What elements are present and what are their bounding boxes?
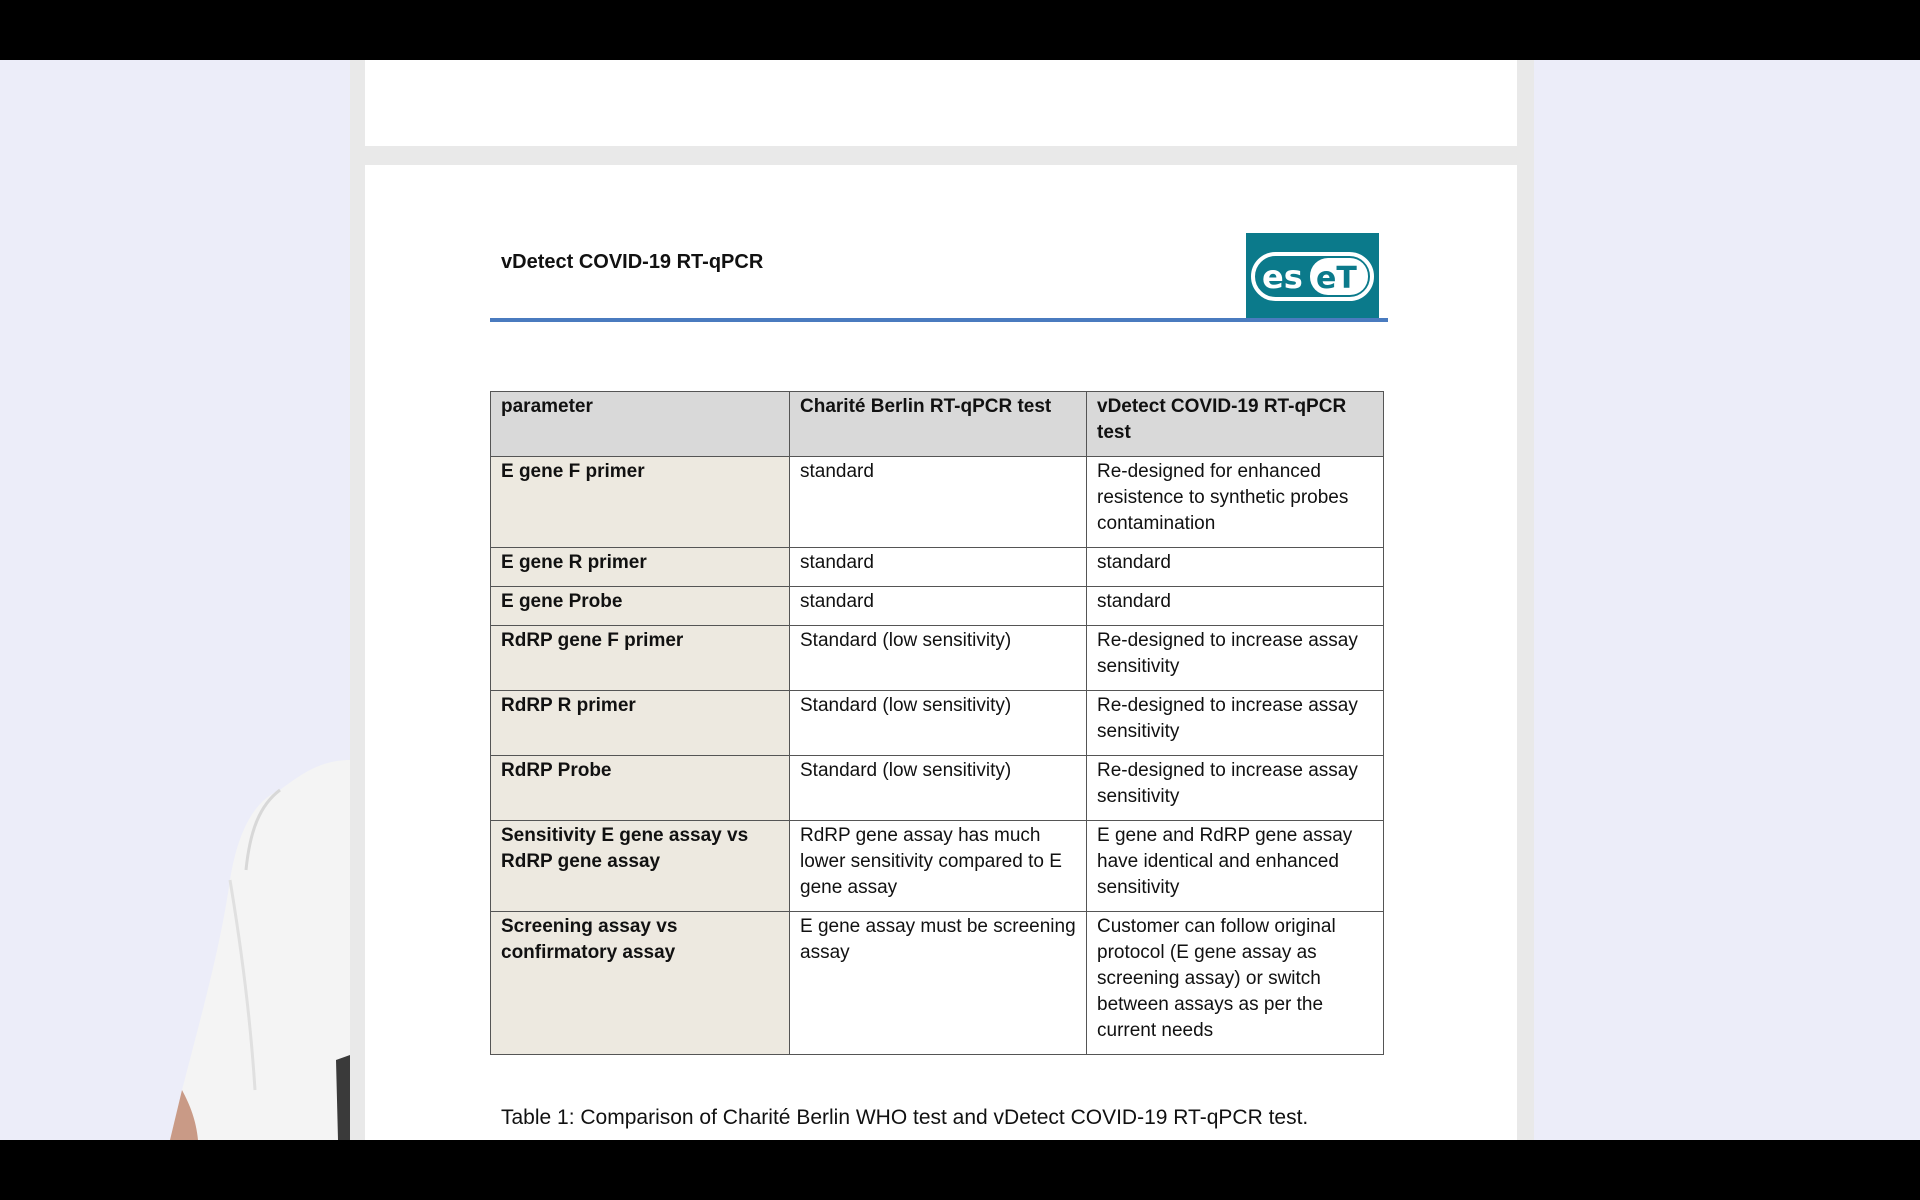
letterbox-bottom	[0, 1140, 1920, 1200]
charite-cell: standard	[790, 457, 1087, 548]
charite-cell: standard	[790, 587, 1087, 626]
table-header-row	[491, 392, 1384, 457]
parameter-cell: E gene F primer	[491, 457, 790, 548]
table-row	[491, 548, 1384, 587]
parameter-cell: E gene R primer	[491, 548, 790, 587]
column-header-vdetect: vDetect COVID-19 RT-qPCR test	[1087, 392, 1384, 457]
charite-cell: Standard (low sensitivity)	[790, 626, 1087, 691]
vdetect-cell: standard	[1087, 587, 1384, 626]
charite-cell: Standard (low sensitivity)	[790, 691, 1087, 756]
header-rule	[490, 318, 1388, 322]
letterbox-top	[0, 0, 1920, 60]
parameter-cell: RdRP R primer	[491, 691, 790, 756]
document-page	[365, 165, 1517, 1165]
table-caption: Table 1: Comparison of Charité Berlin WHO test and vDetect COVID-19 RT-qPCR test.	[501, 1106, 1309, 1129]
parameter-cell: Sensitivity E gene assay vs RdRP gene assay	[491, 821, 790, 912]
parameter-cell: RdRP Probe	[491, 756, 790, 821]
table-row	[491, 756, 1384, 821]
column-header-charite: Charité Berlin RT-qPCR test	[790, 392, 1087, 457]
table-row	[491, 457, 1384, 548]
vdetect-cell: E gene and RdRP gene assay have identical and enhanced sensitivity	[1087, 821, 1384, 912]
vdetect-cell: Customer can follow original protocol (E gene assay as screening assay) or switch between assays as per the current needs	[1087, 912, 1384, 1055]
parameter-cell: E gene Probe	[491, 587, 790, 626]
document-viewer[interactable]	[350, 60, 1534, 1140]
previous-page	[365, 60, 1517, 146]
charite-cell: standard	[790, 548, 1087, 587]
table-row	[491, 912, 1384, 1055]
eset-logo	[1246, 233, 1379, 319]
vdetect-cell: Re-designed to increase assay sensitivity	[1087, 691, 1384, 756]
charite-cell: Standard (low sensitivity)	[790, 756, 1087, 821]
comparison-table	[490, 391, 1384, 1055]
presenter-video	[160, 760, 350, 1140]
vdetect-cell: Re-designed to increase assay sensitivity	[1087, 756, 1384, 821]
table-row	[491, 626, 1384, 691]
column-header-parameter: parameter	[491, 392, 790, 457]
document-header-title: vDetect COVID-19 RT-qPCR	[501, 251, 764, 273]
vdetect-cell: Re-designed to increase assay sensitivity	[1087, 626, 1384, 691]
parameter-cell: RdRP gene F primer	[491, 626, 790, 691]
table-row	[491, 587, 1384, 626]
parameter-cell: Screening assay vs confirmatory assay	[491, 912, 790, 1055]
vdetect-cell: Re-designed for enhanced resistence to synthetic probes contamination	[1087, 457, 1384, 548]
svg-text:es: es	[1262, 258, 1303, 296]
charite-cell: E gene assay must be screening assay	[790, 912, 1087, 1055]
charite-cell: RdRP gene assay has much lower sensitivity compared to E gene assay	[790, 821, 1087, 912]
table-row	[491, 821, 1384, 912]
vdetect-cell: standard	[1087, 548, 1384, 587]
svg-text:eT: eT	[1316, 261, 1357, 296]
table-row	[491, 691, 1384, 756]
